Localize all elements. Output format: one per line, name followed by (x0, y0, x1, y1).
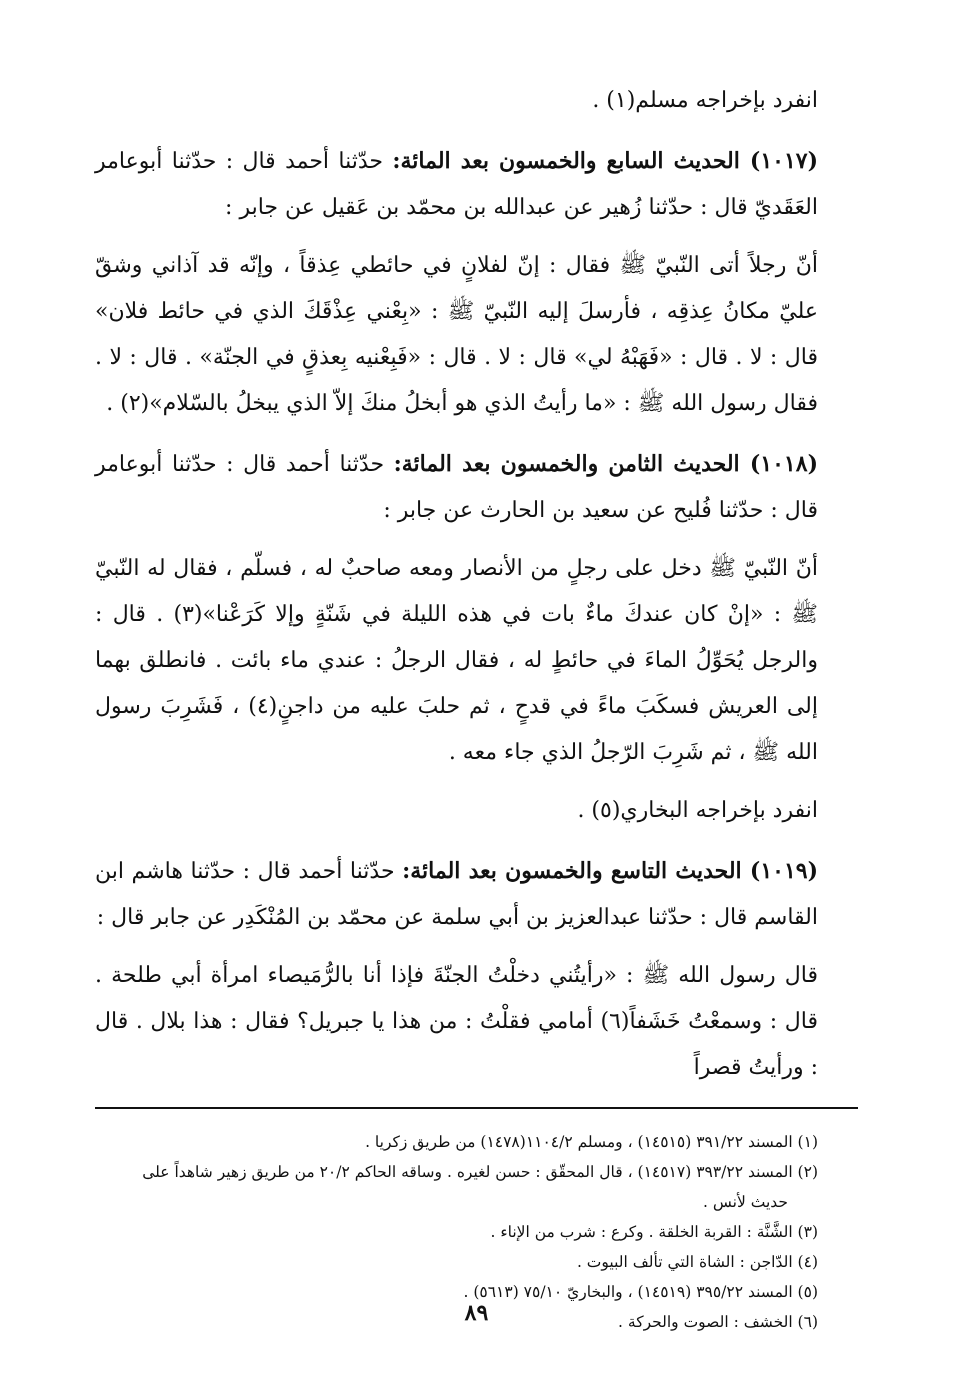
footnote: (٥) المسند ٣٩٥/٢٢ (١٤٥١٩) ، والبخاريّ ٧٥/١٠ (٥٦١٣) . (463, 1283, 818, 1301)
footnote: (٤) الدّاجن : الشاة التي تألف البيوت . (576, 1253, 818, 1271)
page-body (95, 78, 858, 1337)
isnad-start: حدّثنا أحمد قال : حدّثنا هاشم (131, 859, 403, 884)
page-number: ٨٩ (464, 1300, 489, 1326)
hadith-matn: قال رسول الله ﷺ : «رأيتُني دخلْتُ الجنّةَ فإذا أنا بالرُّمَيصاء امرأة أبي طلحة . قال : وسمعْتُ خَشَفاً(٦) أمامي فقلْتُ : من هذا يا جبريل؟ فقال : هذا بلال . قال : ورأيتُ قصراً (95, 963, 818, 1080)
hadith-1019 (95, 848, 858, 1091)
hadith-isnad (95, 848, 858, 941)
isnad-rest: أبوعامر العَقَديّ قال : حدّثنا زُهير عن عبدالله بن محمّد بن عَقيل عن جابر : (95, 149, 818, 220)
hadith-1017 (95, 138, 858, 427)
footnote: (٦) الخشف : الصوت والحركة . (618, 1313, 818, 1331)
hadith-isnad (95, 138, 858, 231)
hadith-heading: (١٠١٨) الحديث الثامن والخمسون بعد المائة: (393, 451, 818, 477)
hadith-1018 (95, 441, 858, 834)
isnad-start: حدّثنا أحمد قال : حدّثنا (171, 452, 394, 477)
isnad-start: حدّثنا أحمد قال : حدّثنا (171, 149, 393, 174)
hadith-matn: أنّ رجلاً أتى النّبيّ ﷺ فقال : إنّ لفلانٍ في حائطي عِذقاً ، وإنّه قد آذاني وشقّ عليّ مكانُ عِذقِه ، فأرسلَ إليه النّبيّ ﷺ : «بِعْني عِذْقَكَ الذي في حائط فلان» قال : لا . قال : «فَهَبْهُ لي» قال : لا . قال : «فَبِعْنيه بِعذقٍ في الجنّة» . قال : لا . فقال رسول الله ﷺ : «ما رأيتُ الذي هو أبخلُ منكَ إلاّ الذي يبخلُ بالسّلام»(٢) . (95, 253, 818, 416)
footnote: (١) المسند ٣٩١/٢٢ (١٤٥١٥) ، ومسلم ١١٠٤/٢(١٤٧٨) من طريق زكريا . (365, 1133, 818, 1151)
footnote: (٣) الشَّنَّة : القربة الخلقة . وكرع : شرب من الإناء . (490, 1223, 818, 1241)
hadith-matn: أنّ النّبيّ ﷺ دخل على رجلٍ من الأنصار ومعه صاحبٌ له ، فسلّم ، فقال له النّبيّ ﷺ : «إنْ كان عندكَ ماءٌ بات في هذه الليلة في شَنّةٍ وإلا كَرَعْنا»(٣) . قال : والرجل يُحَوِّلُ الماءَ في حائطٍ له ، فقال الرجلُ : عندي ماء بائت . فانطلق بهما إلى العريش فسكَبَ ماءً في قدحٍ ، ثم حلبَ عليه من داجنٍ(٤) ، فَشَرِبَ رسول الله ﷺ ، ثم شَرِبَ الرّجلُ الذي جاء معه . (95, 556, 818, 765)
hadith-note: انفرد بإخراجه البخاري(٥) . (577, 798, 818, 823)
footnote: (٢) المسند ٣٩٣/٢٢ (١٤٥١٧) ، قال المحقّق : حسن لغيره . وساقه الحاكم ٢٠/٢ من طريق زهير شاهداً على (142, 1163, 818, 1181)
hadith-heading: (١٠١٧) الحديث السابع والخمسون بعد المائة: (392, 148, 818, 174)
intro-note: انفرد بإخراجه مسلم(١) . (592, 88, 818, 113)
hadith-heading: (١٠١٩) الحديث التاسع والخمسون بعد المائة: (402, 858, 818, 884)
footnote-continuation: حديث لأنس . (703, 1193, 788, 1211)
isnad-rest: ابن القاسم قال : حدّثنا عبدالعزيز بن أبي سلمة عن محمّد بن المُنْكَدِر عن جابر قال : (95, 859, 818, 930)
hadith-isnad (95, 441, 858, 534)
footnote-divider (95, 1107, 858, 1109)
isnad-rest: أبوعامر قال : حدّثنا فُليح عن سعيد بن الحارث عن جابر : (95, 452, 818, 523)
